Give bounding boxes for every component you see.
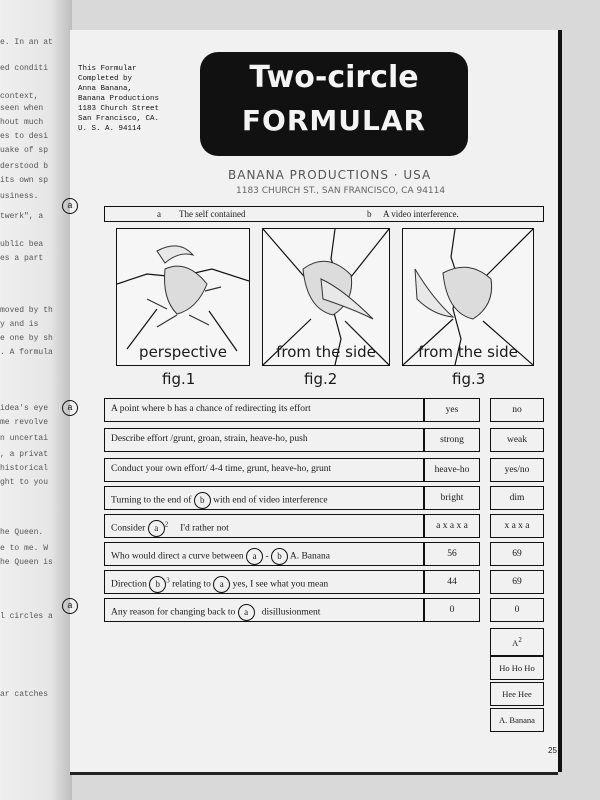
- figure-3: [402, 228, 534, 366]
- stack-cell: A. Banana: [490, 708, 544, 732]
- left-page-fragment: ght to you: [0, 478, 49, 487]
- side-circle-a-3: a: [62, 598, 78, 614]
- left-page-fragment: , a privat: [0, 450, 49, 459]
- stack-cell-a-squared: [490, 628, 544, 656]
- left-page-fragment: he Queen is: [0, 558, 53, 567]
- row-value-1: 44: [424, 570, 480, 594]
- stack-cell: Ho Ho Ho: [490, 656, 544, 680]
- row-question: [111, 492, 328, 509]
- left-page-fragment: ar catches: [0, 690, 49, 699]
- superscript: 2: [518, 636, 522, 644]
- row-value-2: dim: [490, 486, 544, 510]
- left-page-fragment: moved by th: [0, 306, 53, 315]
- row-text: Direction: [111, 579, 147, 590]
- row-question: [111, 520, 229, 537]
- left-page-fragment: ed conditi: [0, 64, 49, 73]
- row-text: -: [265, 551, 269, 562]
- title-banner: [200, 52, 468, 156]
- figure-3-label: fig.3: [452, 370, 486, 388]
- left-page-fragment: hout much: [0, 118, 44, 127]
- row-value-2: 69: [490, 570, 544, 594]
- row-text: A. Banana: [289, 551, 330, 562]
- left-page-fragment: usiness.: [0, 192, 39, 201]
- credit-line: U. S. A. 94114: [78, 125, 142, 133]
- header-a-text: The self contained: [179, 209, 246, 219]
- left-page-fragment: twerk", a: [0, 212, 44, 221]
- row-text: disillusionment: [261, 607, 321, 618]
- header-b-label: b: [367, 209, 372, 219]
- row-question: Conduct your own effort/ 4-4 time, grunt, heave-ho, grunt: [111, 464, 332, 474]
- credit-line: This Formular: [78, 65, 137, 73]
- row-question: [111, 604, 320, 621]
- credit-line: 1183 Church Street: [78, 105, 160, 113]
- row-question: Describe effort /grunt, groan, strain, heave-ho, push: [111, 434, 308, 444]
- circle-b: b: [149, 576, 166, 593]
- row-question: A point where b has a chance of redirecting its effort: [111, 404, 311, 414]
- row-text: Any reason for changing back to: [111, 607, 236, 618]
- left-page-fragment: me revolve: [0, 418, 49, 427]
- row-value-2: yes/no: [490, 458, 544, 482]
- stack-cell: Hee Hee: [490, 682, 544, 706]
- left-page-fragment: he Queen.: [0, 528, 44, 537]
- left-page-fragment: historical: [0, 464, 49, 473]
- left-page-fragment: l circles a: [0, 612, 53, 621]
- table-row: [104, 458, 424, 482]
- left-page-fragment: ublic bea: [0, 240, 44, 249]
- circle-b: b: [271, 548, 288, 565]
- previous-page-edge: [0, 0, 72, 800]
- superscript: 3: [166, 576, 170, 585]
- table-row: [104, 486, 424, 510]
- row-value-2: x a x a: [490, 514, 544, 538]
- table-row: [104, 598, 424, 622]
- row-value-1: strong: [424, 428, 480, 452]
- row-text: Consider: [111, 523, 146, 534]
- row-value-1: bright: [424, 486, 480, 510]
- credit-line: Anna Banana,: [78, 85, 133, 93]
- left-page-fragment: seen when: [0, 104, 44, 113]
- figure-1-label: fig.1: [162, 370, 196, 388]
- left-page-fragment: derstood b: [0, 162, 49, 171]
- row-question: [111, 548, 330, 565]
- credit-line: Completed by: [78, 75, 133, 83]
- table-row: [104, 428, 424, 452]
- figure-1-caption: perspective: [139, 343, 227, 361]
- side-circle-a-2: a: [62, 400, 78, 416]
- row-value-2: weak: [490, 428, 544, 452]
- row-value-2: no: [490, 398, 544, 422]
- row-value-1: heave-ho: [424, 458, 480, 482]
- row-value-1: a x a x a: [424, 514, 480, 538]
- left-page-fragment: y and is: [0, 320, 39, 329]
- page-number: 25: [548, 746, 557, 755]
- row-text: yes, I see what you mean: [232, 579, 329, 590]
- left-page-fragment: its own sp: [0, 176, 49, 185]
- figure-2-caption: from the side: [276, 343, 376, 361]
- row-value-2: 69: [490, 542, 544, 566]
- row-value-1: yes: [424, 398, 480, 422]
- row-text: Who would direct a curve between: [111, 551, 244, 562]
- row-value-1: 0: [424, 598, 480, 622]
- superscript: 2: [164, 520, 169, 529]
- figure-2-label: fig.2: [304, 370, 338, 388]
- table-row: [104, 570, 424, 594]
- left-page-fragment: e. In an at: [0, 38, 53, 47]
- circle-a: a: [238, 604, 255, 621]
- title-line-2: FORMULAR: [241, 104, 427, 137]
- table-row: [104, 514, 424, 538]
- row-question: [111, 576, 328, 593]
- header-bar: [104, 206, 544, 222]
- left-page-fragment: n uncertai: [0, 434, 49, 443]
- circle-a: a: [246, 548, 263, 565]
- stamp-line-2: 1183 CHURCH ST., SAN FRANCISCO, CA 94114: [236, 186, 446, 196]
- left-page-fragment: uake of sp: [0, 146, 49, 155]
- left-page-fragment: e to me. W: [0, 544, 49, 553]
- figure-2: [262, 228, 390, 366]
- row-text: with end of video interference: [213, 495, 328, 506]
- left-page-fragment: . A formula: [0, 348, 53, 357]
- left-page-fragment: es to desi: [0, 132, 49, 141]
- table-row: [104, 542, 424, 566]
- circle-a: a: [213, 576, 230, 593]
- row-text: I'd rather not: [180, 523, 229, 534]
- figure-3-caption: from the side: [418, 343, 518, 361]
- table-row: [104, 398, 424, 422]
- side-circle-a-1: a: [62, 198, 78, 214]
- credit-line: San Francisco, CA.: [78, 115, 160, 123]
- left-page-fragment: context,: [0, 92, 39, 101]
- title-line-1: Two-circle: [249, 60, 419, 95]
- row-text: Turning to the end of: [111, 495, 192, 506]
- credit-line: Banana Productions: [78, 95, 160, 103]
- left-page-fragment: e one by sh: [0, 334, 53, 343]
- row-value-2: 0: [490, 598, 544, 622]
- circle-a: a: [148, 520, 165, 537]
- circle-b: b: [194, 492, 211, 509]
- left-page-fragment: idea's eye: [0, 404, 49, 413]
- row-value-1: 56: [424, 542, 480, 566]
- row-text: relating to: [172, 579, 211, 590]
- header-a-label: a: [157, 209, 161, 219]
- left-page-fragment: es a part: [0, 254, 44, 263]
- credit-block: [78, 64, 159, 134]
- stack-text: A: [512, 637, 519, 648]
- stamp-line-1: BANANA PRODUCTIONS · USA: [228, 168, 432, 182]
- figure-1: [116, 228, 250, 366]
- header-b-text: A video interference.: [383, 209, 459, 219]
